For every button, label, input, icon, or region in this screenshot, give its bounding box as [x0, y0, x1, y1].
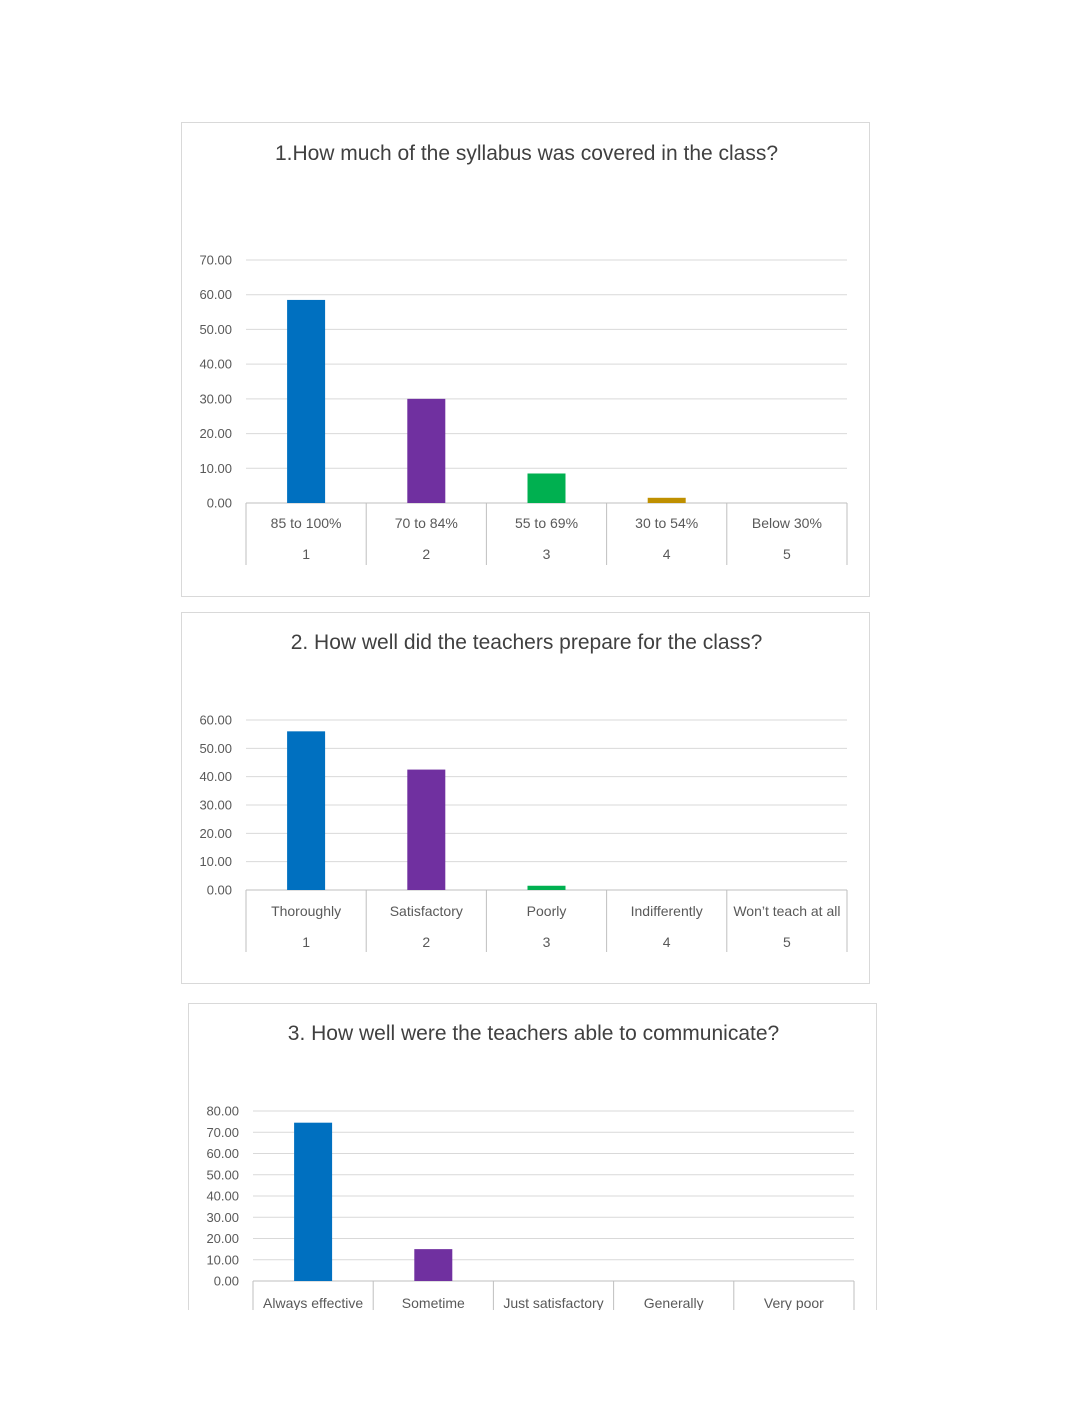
chart-3-bar-1 — [294, 1123, 332, 1281]
chart-1-category-label: 30 to 54% — [635, 515, 699, 531]
chart-3-title: 3. How well were the teachers able to communicate? — [287, 1022, 780, 1045]
chart-2-category-number: 2 — [422, 934, 431, 950]
chart-3-y-tick-label: 30.00 — [206, 1209, 239, 1225]
chart-2-category-label: Thoroughly — [271, 903, 342, 919]
chart-3-category-label: Just satisfactory — [503, 1295, 604, 1311]
chart-1-bar-1 — [287, 300, 325, 503]
chart-1-y-tick-label: 10.00 — [199, 460, 232, 476]
chart-1-bar-2 — [407, 399, 445, 503]
chart-1-category-label: 70 to 84% — [394, 515, 458, 531]
chart-1-category-label: 55 to 69% — [514, 515, 579, 531]
chart-2-category-number: 3 — [542, 934, 551, 950]
chart-1-category-number: 1 — [302, 546, 310, 562]
chart-1-bar-3 — [528, 473, 566, 503]
chart-2-bar-3 — [528, 886, 566, 890]
chart-3-y-tick-label: 0.00 — [213, 1273, 239, 1289]
chart-3-y-tick-label: 70.00 — [206, 1124, 239, 1140]
chart-3-bar-2 — [414, 1249, 452, 1281]
chart-2-category-label: Satisfactory — [389, 903, 463, 919]
chart-2-svg — [182, 613, 871, 985]
chart-2-y-tick-label: 10.00 — [199, 854, 232, 870]
chart-3-y-tick-label: 40.00 — [206, 1188, 239, 1204]
chart-1-category-label: Below 30% — [751, 515, 822, 531]
chart-2-y-tick-label: 0.00 — [206, 882, 232, 898]
chart-1-category-number: 2 — [422, 546, 431, 562]
chart-3-y-tick-label: 80.00 — [206, 1103, 239, 1119]
chart-3-category-label: Always effective — [263, 1295, 364, 1311]
chart-2-category-number: 1 — [302, 934, 310, 950]
chart-1-title: 1.How much of the syllabus was covered in the class? — [274, 142, 779, 165]
chart-2-category-label: Indifferently — [630, 903, 703, 919]
chart-3-y-tick-label: 60.00 — [206, 1146, 239, 1161]
chart-1-category-label: 85 to 100% — [270, 515, 342, 531]
chart-2-category-number: 4 — [662, 934, 671, 950]
chart-teacher-preparation — [181, 612, 870, 984]
chart-1-y-tick-label: 40.00 — [199, 356, 232, 372]
chart-3-svg — [189, 1004, 877, 1310]
chart-3-y-tick-label: 20.00 — [206, 1231, 239, 1246]
chart-1-bar-4 — [648, 498, 686, 503]
chart-2-y-tick-label: 20.00 — [199, 825, 232, 841]
chart-2-category-label: Poorly — [526, 903, 567, 919]
chart-1-category-number: 3 — [542, 546, 551, 562]
chart-syllabus-coverage — [181, 122, 870, 597]
chart-2-title: 2. How well did the teachers prepare for the class? — [290, 631, 763, 654]
chart-3-category-label: Generally — [643, 1295, 704, 1311]
chart-1-y-tick-label: 30.00 — [199, 391, 232, 407]
chart-2-bar-2 — [407, 770, 445, 890]
chart-1-y-tick-label: 0.00 — [206, 495, 232, 511]
chart-1-category-number: 4 — [662, 546, 671, 562]
chart-2-category-label: Won’t teach at all — [733, 903, 841, 919]
chart-1-category-number: 5 — [783, 546, 791, 562]
chart-1-y-tick-label: 60.00 — [199, 287, 232, 303]
chart-2-y-tick-label: 40.00 — [199, 769, 232, 785]
chart-3-category-label: Sometime — [401, 1295, 465, 1311]
chart-2-bar-1 — [287, 731, 325, 890]
chart-3-y-tick-label: 10.00 — [206, 1252, 239, 1268]
chart-2-y-tick-label: 60.00 — [199, 712, 232, 728]
chart-2-category-number: 5 — [783, 934, 791, 950]
chart-teacher-communication — [188, 1003, 877, 1310]
chart-3-y-tick-label: 50.00 — [206, 1167, 239, 1183]
chart-2-y-tick-label: 50.00 — [199, 740, 232, 756]
chart-1-y-tick-label: 70.00 — [199, 252, 232, 268]
chart-1-y-tick-label: 20.00 — [199, 426, 232, 442]
chart-1-svg — [182, 123, 871, 598]
chart-1-y-tick-label: 50.00 — [199, 321, 232, 337]
chart-2-y-tick-label: 30.00 — [199, 797, 232, 813]
chart-3-category-label: Very poor — [763, 1295, 824, 1311]
